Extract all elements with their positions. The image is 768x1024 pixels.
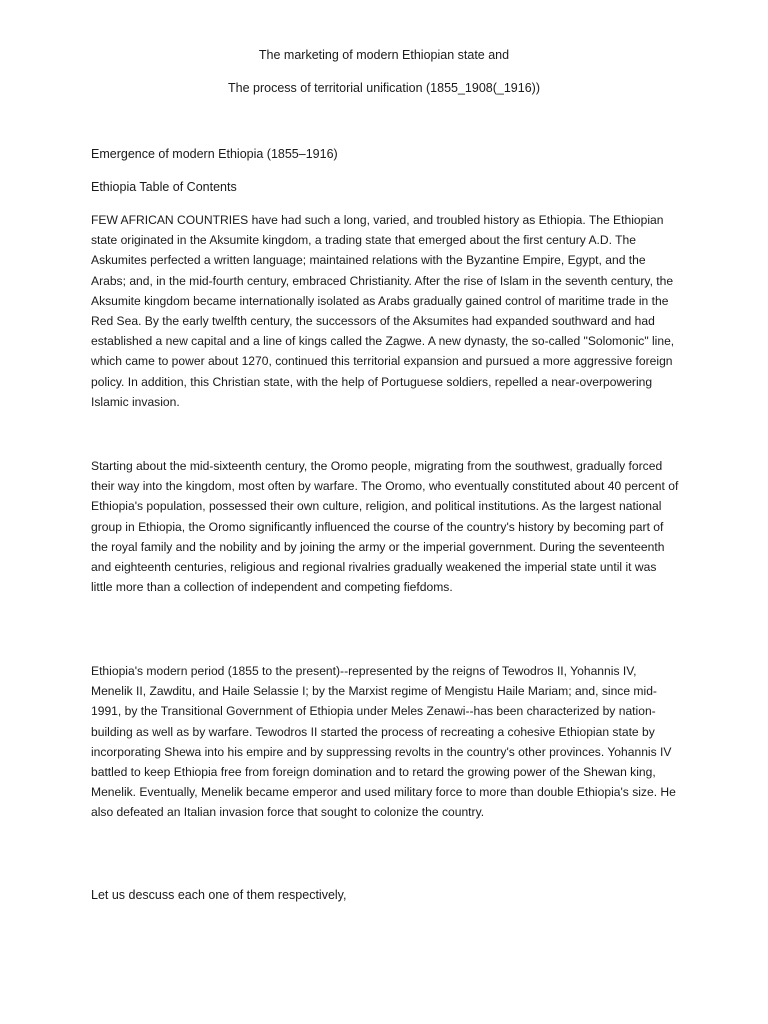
- paragraph-modern-period: Ethiopia's modern period (1855 to the present)--represented by the reigns of Tewodros II, Yohannis IV, Menelik II, Zawditu, and Haile Selassie I; by the Marxist regime of Mengistu Haile Mariam; and, since mid-1991, by the Transitional Government of Ethiopia under Meles Zenawi--has been characterized by nation-building as well as by warfare. Tewodros II started the process of recreating a cohesive Ethiopian state by incorporating Shewa into his empire and by suppressing revolts in the country's other provinces. Yohannis IV battled to keep Ethiopia free from foreign domination and to retard the growing power of the Shewan king, Menelik. Eventually, Menelik became emperor and used military force to more than double Ethiopia's size. He also defeated an Italian invasion force that sought to colonize the country.: [91, 664, 676, 820]
- paragraph-aksumite-history: FEW AFRICAN COUNTRIES have had such a long, varied, and troubled history as Ethiopia. The Ethiopian state originated in the Aksumite kingdom, a trading state that emerged about the first century A.D. The Askumites perfected a written language; maintained relations with the Byzantine Empire, Egypt, and the Arabs; and, in the mid-fourth century, embraced Christianity. After the rise of Islam in the seventh century, the Aksumite kingdom became internationally isolated as Arabs gradually gained control of maritime trade in the Red Sea. By the early twelfth century, the successors of the Aksumites had expanded southward and had established a new capital and a line of kings called the Zagwe. A new dynasty, the so-called "Solomonic" line, which came to power about 1270, continued this territorial expansion and pursued a more aggressive foreign policy. In addition, this Christian state, with the help of Portuguese soldiers, repelled a near-overpowering Islamic invasion.: [91, 213, 675, 409]
- section-subheading: Ethiopia Table of Contents: [91, 180, 237, 194]
- paragraph-oromo-migration: Starting about the mid-sixteenth century, the Oromo people, migrating from the southwest, gradually forced their way into the kingdom, most often by warfare. The Oromo, who eventually constituted about 40 percent of Ethiopia's population, possessed their own culture, religion, and political institutions. As the largest national group in Ethiopia, the Oromo significantly influenced the course of the country's history by becoming part of the royal family and the nobility and by joining the army or the imperial government. During the seventeenth and eighteenth centuries, religious and regional rivalries gradually weakened the imperial state until it was little more than a collection of independent and competing fiefdoms.: [91, 459, 679, 595]
- document-title-line-2: The process of territorial unification (1855_1908(_1916)): [228, 81, 540, 95]
- section-heading: Emergence of modern Ethiopia (1855–1916): [91, 147, 338, 161]
- document-title-line-1: The marketing of modern Ethiopian state and: [258, 48, 510, 62]
- closing-line: Let us descuss each one of them respectively,: [91, 888, 347, 902]
